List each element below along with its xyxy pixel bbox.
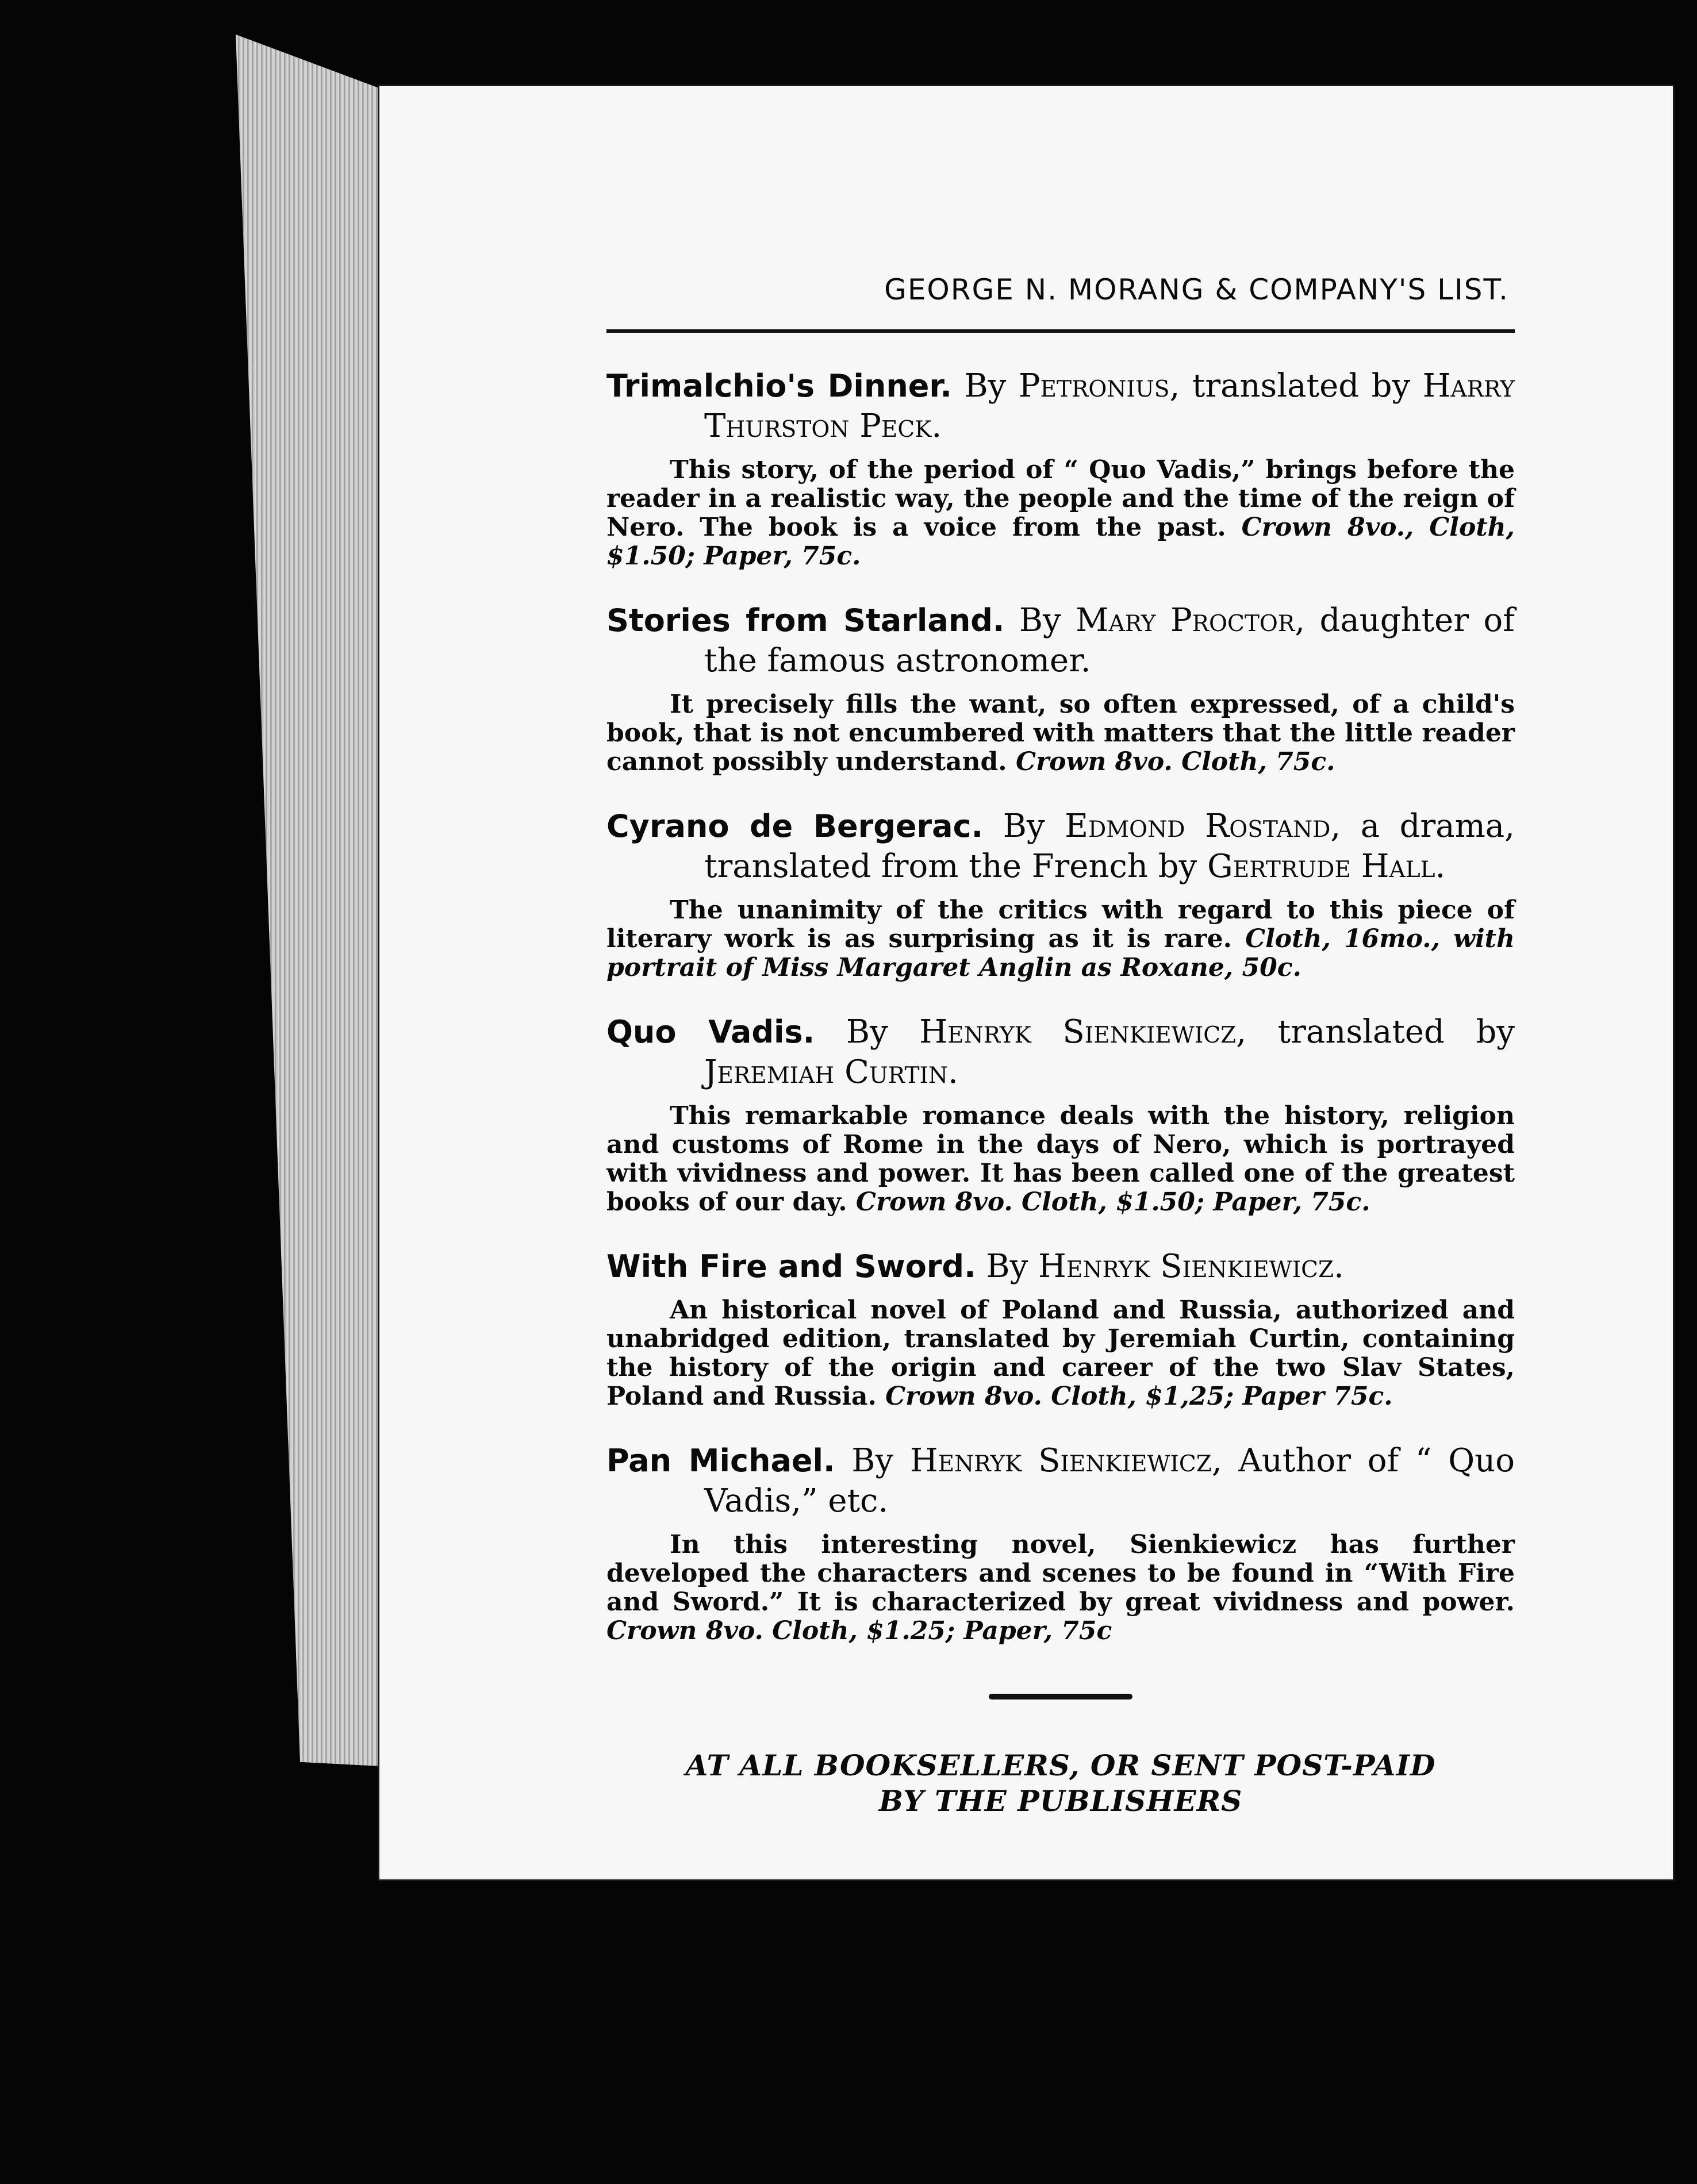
book-entry-stories-from-starland [606,601,1515,776]
entry-description [606,456,1515,571]
running-head: GEORGE N. MORANG & COMPANY'S LIST. [884,273,1509,306]
book-title: Stories from Starland. [606,602,1005,639]
entry-heading [606,1441,1515,1521]
description-text: This remarkable romance deals with the history, religion and customs of Rome in the days of Nero, which is portrayed with vividness and power. It has been called one of the greatest books of our day. [606,1101,1515,1217]
footer-line-1: AT ALL BOOKSELLERS, OR SENT POST-PAID [685,1748,1436,1782]
description-text: An historical novel of Poland and Russia, authorized and unabridged edition, translated by Jeremiah Curtin, containing the history of the origin and career of the two Slav States, Poland and Russia. [606,1295,1515,1411]
author-note: , a drama, translated from the French by [704,808,1515,885]
entry-description [606,896,1515,982]
description-text: The unanimity of the critics with regard to this piece of literary work is as surprising as it is rare. [606,895,1515,953]
author-name: Mary Proctor [1076,602,1295,639]
book-page [379,86,1673,1879]
entry-heading [606,366,1515,447]
by-word: By [1019,602,1061,639]
footer-note [606,1748,1515,1819]
author-note: , translated by [1236,1013,1515,1051]
author-name: Petronius [1018,367,1170,405]
book-title: Pan Michael. [606,1443,835,1479]
author-name: Henryk Sienkiewicz [919,1013,1237,1051]
by-word: By [1003,808,1045,845]
header-rule [606,329,1515,333]
author-name: Edmond Rostand [1065,808,1331,845]
footer-line-2: BY THE PUBLISHERS [878,1784,1243,1818]
book-title: With Fire and Sword. [606,1248,976,1285]
book-entry-pan-michael [606,1441,1515,1645]
edition-details: Crown 8vo., Cloth, $1.50; Paper, 75c. [606,513,1515,571]
edition-details: Crown 8vo. Cloth, $1.50; Paper, 75c. [855,1187,1370,1217]
book-title: Quo Vadis. [606,1014,815,1050]
entry-heading [606,806,1515,887]
edition-details: Crown 8vo. Cloth, $1,25; Paper 75c. [885,1382,1393,1411]
author-note: , daughter of the famous astronomer. [704,602,1515,679]
author-name: Henryk Sienkiewicz [909,1442,1212,1479]
by-word: By [986,1248,1028,1285]
book-page-edges [236,34,397,1767]
book-entry-with-fire-and-sword [606,1247,1515,1411]
edition-details: Crown 8vo. Cloth, $1.25; Paper, 75c [606,1616,1112,1645]
description-text: In this interesting novel, Sienkiewicz has further developed the characters and scenes to be found in “With Fire and Sword.” It is characterized by great vividness and power. [606,1530,1515,1617]
translator-name: Harry Thurston Peck. [704,367,1515,445]
book-entry-cyrano [606,806,1515,982]
by-word: By [851,1442,894,1479]
entry-heading [606,1012,1515,1093]
entry-description [606,1102,1515,1217]
entry-description [606,690,1515,776]
by-word: By [964,367,1007,405]
book-title: Cyrano de Bergerac. [606,808,984,844]
edition-details: Cloth, 16mo., with portrait of Miss Margaret Anglin as Roxane, 50c. [606,924,1515,982]
translator-name: Jeremiah Curtin. [704,1053,958,1091]
closing-rule [989,1694,1132,1699]
book-title: Trimalchio's Dinner. [606,368,952,404]
author-name: Henryk Sienkiewicz. [1038,1248,1344,1285]
description-text: This story, of the period of “ Quo Vadis,” brings before the reader in a realistic way, the people and the time of the reign of Nero. The book is a voice from the past. [606,455,1515,542]
page-content [606,273,1515,1819]
entry-heading [606,1247,1515,1287]
translator-name: Gertrude Hall. [1207,848,1446,885]
author-note: , Author of “ Quo Vadis,” etc. [704,1442,1515,1520]
by-word: By [846,1013,888,1051]
book-entry-trimalchio [606,366,1515,571]
author-note: , translated by [1169,367,1411,405]
book-entry-quo-vadis [606,1012,1515,1217]
edition-details: Crown 8vo. Cloth, 75c. [1015,747,1335,776]
entry-description [606,1296,1515,1411]
description-text: It precisely fills the want, so often expressed, of a child's book, that is not encumbered with matters that the little reader cannot possibly understand. [606,690,1515,776]
entry-description [606,1531,1515,1645]
entry-heading [606,601,1515,681]
